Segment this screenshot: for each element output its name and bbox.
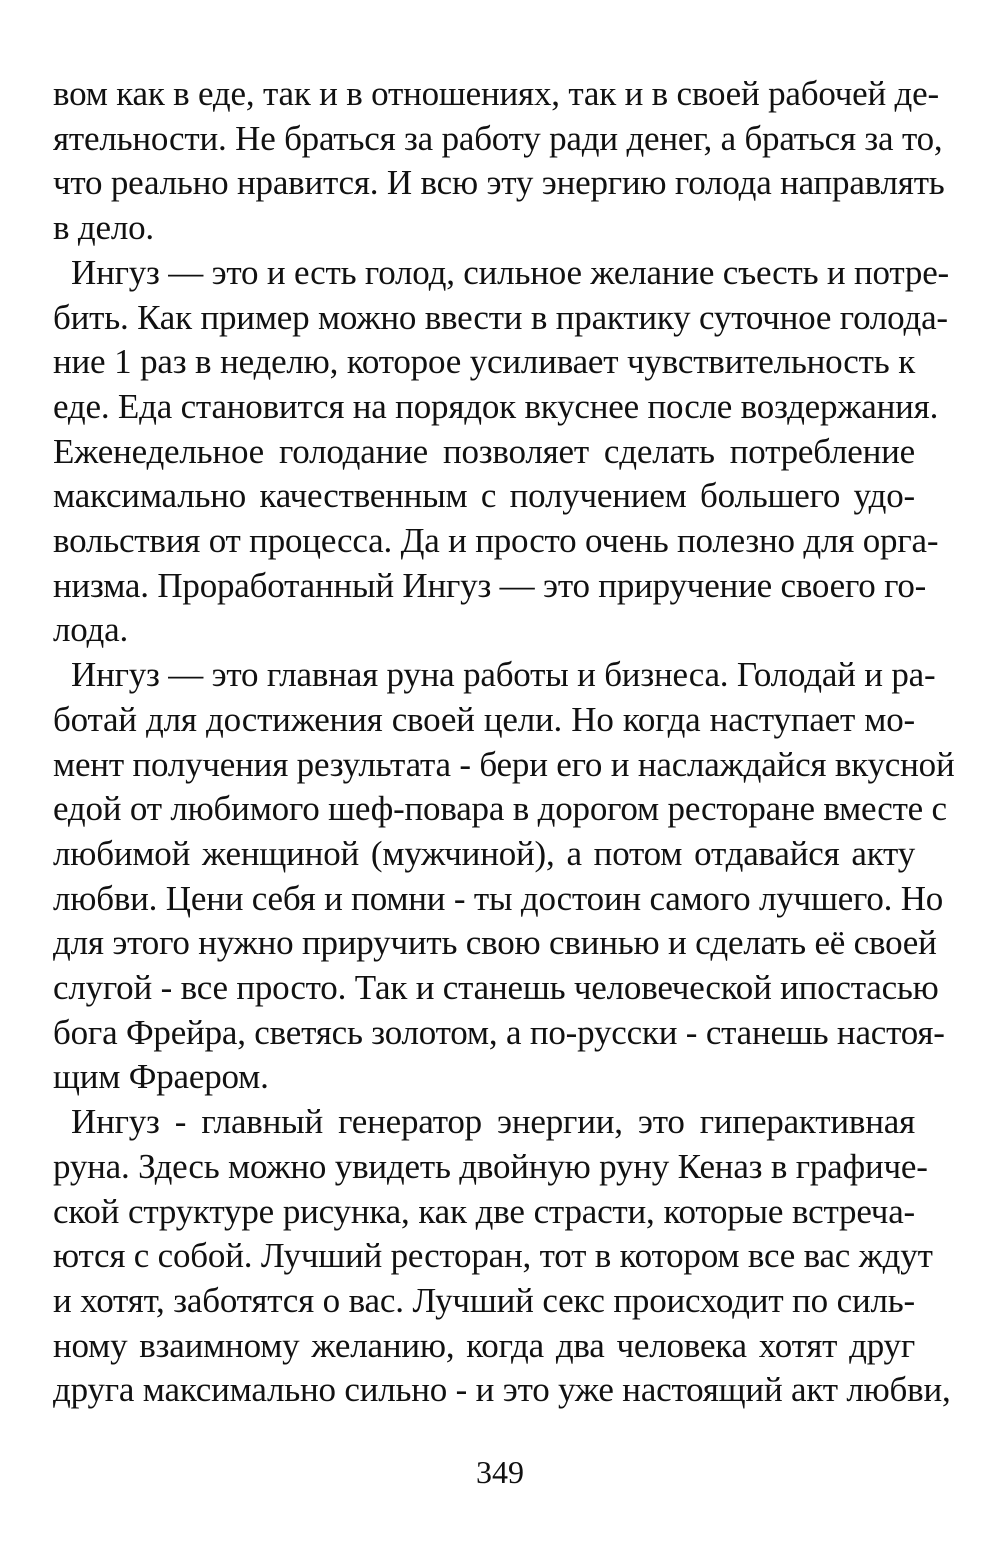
text-line: максимально качественным с получением большего удо-	[53, 476, 915, 516]
text-line: слугой - все просто. Так и станешь человеческой ипостасью	[53, 968, 939, 1008]
text-line: любви. Цени себя и помни - ты достоин самого лучшего. Но	[53, 878, 944, 918]
text-line: ской структуре рисунка, как две страсти, которые встреча-	[53, 1191, 915, 1231]
text-line: Ингуз - главный генератор энергии, это гиперактивная	[71, 1102, 915, 1142]
text-line: едой от любимого шеф-повара в дорогом ресторане вместе с	[53, 789, 947, 829]
paragraph-2	[53, 251, 949, 653]
text-line: ются с собой. Лучший ресторан, тот в котором все вас ждут	[53, 1236, 933, 1276]
text-line: низма. Проработанный Ингуз — это приручение своего го-	[53, 565, 927, 605]
paragraph-1	[53, 72, 945, 251]
text-line: в дело.	[53, 208, 154, 248]
text-line: ние 1 раз в неделю, которое усиливает чувствительность к	[53, 342, 915, 382]
text-line: ятельности. Не браться за работу ради денег, а браться за то,	[53, 118, 943, 158]
text-line: ботай для достижения своей цели. Но когда наступает мо-	[53, 699, 915, 739]
text-line: что реально нравится. И всю эту энергию голода направлять	[53, 163, 945, 203]
text-line: мент получения результата - бери его и наслаждайся вкусной	[53, 744, 955, 784]
text-line: друга максимально сильно - и это уже настоящий акт любви,	[53, 1370, 951, 1410]
text-line: еде. Еда становится на порядок вкуснее после воздержания.	[53, 386, 939, 426]
text-line: Еженедельное голодание позволяет сделать потребление	[53, 431, 915, 471]
text-line: любимой женщиной (мужчиной), а потом отдавайся акту	[53, 833, 915, 873]
text-line: щим Фраером.	[53, 1057, 269, 1097]
body-text	[53, 72, 955, 1413]
paragraph-4	[53, 1100, 951, 1413]
text-line: вольствия от процесса. Да и просто очень полезно для орга-	[53, 521, 939, 561]
text-line: бога Фрейра, светясь золотом, а по-русски - станешь настоя-	[53, 1012, 945, 1052]
text-line: Ингуз — это и есть голод, сильное желание съесть и потре-	[71, 252, 949, 292]
text-line: Ингуз — это главная руна работы и бизнеса. Голодай и ра-	[71, 655, 936, 695]
text-line: и хотят, заботятся о вас. Лучший секс происходит по силь-	[53, 1280, 915, 1320]
page-number: 349	[476, 1454, 524, 1490]
paragraph-3	[53, 653, 955, 1100]
text-line: для этого нужно приручить свою свинью и сделать её своей	[53, 923, 937, 963]
text-line: ному взаимному желанию, когда два человека хотят друг	[53, 1325, 915, 1365]
text-line: лода.	[53, 610, 129, 650]
text-line: руна. Здесь можно увидеть двойную руну Кеназ в графиче-	[53, 1146, 928, 1186]
text-line: бить. Как пример можно ввести в практику суточное голода-	[53, 297, 948, 337]
text-line: вом как в еде, так и в отношениях, так и в своей рабочей де-	[53, 74, 939, 113]
